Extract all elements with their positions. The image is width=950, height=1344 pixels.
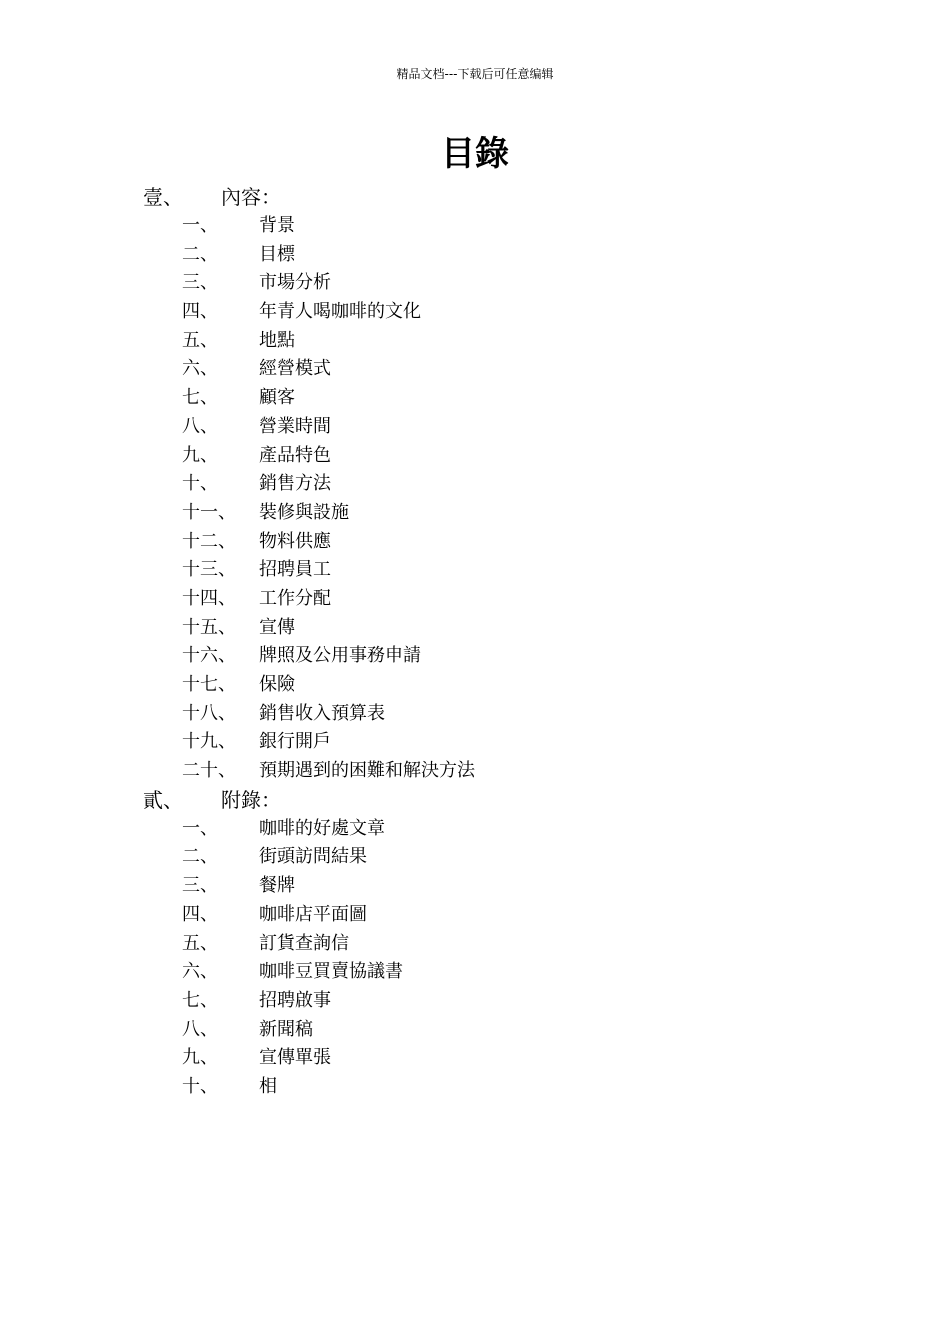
toc-entry: [0, 355, 950, 384]
table-of-contents: [0, 183, 950, 1102]
entry-number: 十五、: [182, 616, 236, 638]
entry-label: 咖啡豆買賣協議書: [259, 961, 403, 983]
entry-label: 餐牌: [259, 875, 295, 897]
entry-label: 招聘啟事: [259, 989, 331, 1011]
entry-number: 五、: [182, 932, 218, 954]
entry-number: 三、: [182, 875, 218, 897]
page-header: 精品文档---下载后可任意编辑: [396, 67, 554, 81]
entry-number: 四、: [182, 301, 218, 323]
entry-label: 經營模式: [259, 358, 331, 380]
toc-entry: [0, 241, 950, 270]
entry-label: 咖啡的好處文章: [259, 817, 385, 839]
entry-label: 預期遇到的困難和解決方法: [259, 760, 475, 782]
entry-number: 十八、: [182, 702, 236, 724]
entry-label: 市場分析: [259, 272, 331, 294]
toc-entry: [0, 327, 950, 356]
toc-entry: [0, 442, 950, 471]
entry-number: 十九、: [182, 731, 236, 753]
entry-label: 營業時間: [259, 415, 331, 437]
section-number: 壹、: [143, 185, 183, 209]
toc-entry: [0, 298, 950, 327]
page-title: 目錄: [441, 134, 509, 174]
toc-entry: [0, 470, 950, 499]
toc-entry: [0, 499, 950, 528]
toc-section-heading: [0, 786, 950, 815]
toc-entry: [0, 757, 950, 786]
entry-number: 四、: [182, 903, 218, 925]
toc-entry: [0, 384, 950, 413]
toc-entry: [0, 556, 950, 585]
entry-label: 宣傳: [259, 616, 295, 638]
toc-entry: [0, 815, 950, 844]
entry-label: 招聘員工: [259, 559, 331, 581]
entry-number: 十一、: [182, 501, 236, 523]
toc-entry: [0, 987, 950, 1016]
entry-label: 背景: [259, 215, 295, 236]
toc-entry: [0, 930, 950, 959]
entry-number: 八、: [182, 1018, 218, 1040]
entry-label: 新聞稿: [259, 1018, 313, 1040]
section-number: 貳、: [143, 787, 183, 812]
entry-number: 二十、: [182, 760, 236, 782]
toc-entry: [0, 1073, 950, 1102]
entry-number: 十二、: [182, 530, 236, 552]
entry-label: 目標: [259, 243, 295, 265]
toc-entry: [0, 843, 950, 872]
toc-entry: [0, 642, 950, 671]
toc-entry: [0, 614, 950, 643]
entry-label: 銀行開戶: [259, 731, 331, 753]
entry-number: 二、: [182, 846, 218, 868]
toc-entry: [0, 528, 950, 557]
entry-number: 九、: [182, 444, 218, 466]
entry-label: 物料供應: [259, 530, 331, 552]
entry-number: 十七、: [182, 674, 236, 695]
entry-label: 街頭訪問結果: [259, 846, 367, 868]
entry-label: 產品特色: [259, 444, 331, 466]
entry-number: 二、: [182, 243, 218, 265]
toc-entry: [0, 1016, 950, 1045]
entry-number: 十、: [182, 473, 218, 495]
entry-label: 顧客: [259, 387, 295, 409]
toc-entry: [0, 1044, 950, 1073]
entry-number: 十、: [182, 1075, 218, 1097]
toc-entry: [0, 901, 950, 930]
entry-label: 地點: [259, 329, 295, 351]
section-label: 內容：: [221, 185, 281, 209]
entry-number: 八、: [182, 415, 218, 437]
toc-section-heading: [0, 183, 950, 212]
section-label: 附錄：: [221, 787, 281, 812]
toc-entry: [0, 671, 950, 700]
entry-number: 七、: [182, 989, 218, 1011]
entry-label: 銷售收入預算表: [259, 702, 385, 724]
entry-label: 咖啡店平面圖: [259, 903, 367, 925]
toc-entry: [0, 700, 950, 729]
entry-number: 十六、: [182, 645, 236, 667]
toc-entry: [0, 585, 950, 614]
entry-number: 九、: [182, 1047, 218, 1069]
entry-number: 六、: [182, 961, 218, 983]
entry-label: 銷售方法: [259, 473, 331, 495]
entry-label: 工作分配: [259, 587, 331, 609]
entry-number: 十三、: [182, 559, 236, 581]
entry-label: 訂貨查詢信: [259, 932, 349, 954]
entry-label: 年青人喝咖啡的文化: [259, 301, 421, 323]
entry-label: 裝修與設施: [259, 501, 349, 523]
entry-number: 五、: [182, 329, 218, 351]
toc-entry: [0, 413, 950, 442]
toc-entry: [0, 958, 950, 987]
entry-label: 牌照及公用事務申請: [259, 645, 421, 667]
entry-label: 宣傳單張: [259, 1047, 331, 1069]
entry-label: 相: [259, 1075, 277, 1097]
entry-number: 一、: [182, 215, 218, 236]
entry-number: 七、: [182, 387, 218, 409]
toc-entry: [0, 728, 950, 757]
entry-number: 一、: [182, 817, 218, 839]
toc-entry: [0, 212, 950, 241]
toc-entry: [0, 269, 950, 298]
entry-number: 六、: [182, 358, 218, 380]
entry-number: 三、: [182, 272, 218, 294]
entry-label: 保險: [259, 674, 295, 695]
entry-number: 十四、: [182, 587, 236, 609]
toc-entry: [0, 872, 950, 901]
